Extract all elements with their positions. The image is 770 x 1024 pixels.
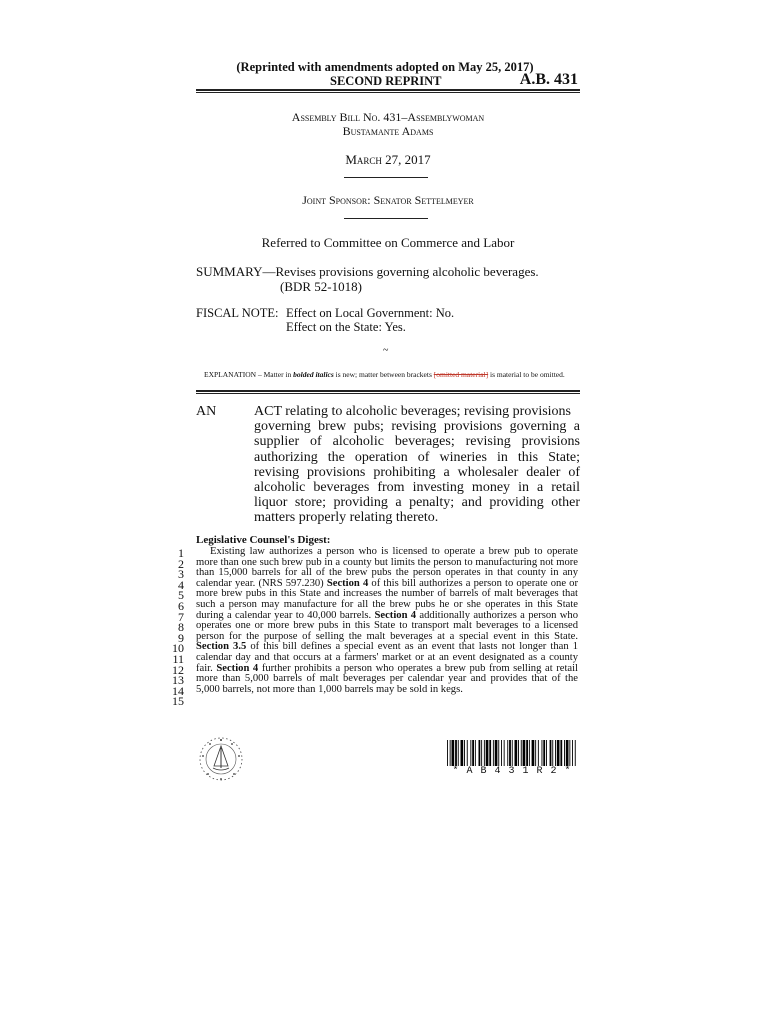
bill-title (196, 110, 580, 138)
explanation-bolded: bolded italics (293, 370, 334, 379)
line-number: 15 (172, 694, 184, 709)
line-number: 14 (172, 683, 184, 698)
line-number: 5 (178, 588, 184, 603)
reprint-label: SECOND REPRINT (330, 74, 442, 88)
line-number: 4 (178, 577, 184, 592)
explanation-line (204, 370, 565, 379)
digest-text: of this bill defines a special event as an event that lasts not longer than 1 calendar day and that occurs at a farmers' market or at an event designated as a county fair. (196, 641, 578, 674)
bill-date: March 27, 2017 (345, 152, 431, 167)
explanation-middle: is new; matter between brackets (333, 370, 434, 379)
bill-number: A.B. 431 (519, 71, 578, 88)
act-line1: ACT relating to alcoholic beverages; revising provisions (254, 404, 572, 419)
explanation-omitted: [omitted material] (433, 370, 489, 379)
barcode-icon (447, 740, 577, 766)
joint-sponsor: Joint Sponsor: Senator Settelmeyer (302, 193, 474, 207)
referred-committee: Referred to Committee on Commerce and Labor (261, 235, 515, 250)
bill-title-line1: Assembly Bill No. 431–Assemblywoman (291, 110, 485, 124)
digest-body (196, 547, 578, 695)
barcode-text: * A B 4 3 1 R 2 * (452, 766, 572, 777)
separator-rule (344, 177, 428, 178)
act-rest: governing brew pubs; revising provisions governing a supplier of alcoholic beverages; revising provisions authorizing the operation of wineries in this State; revising provisions prohibiting a wholesaler dealer of alcoholic beverages from investing money in a retail liquor store; providing a penalty; and providing other matters properly relating thereto. (254, 419, 580, 526)
header-rule (196, 89, 580, 93)
fiscal-state: Effect on the State: Yes. (286, 320, 406, 334)
explanation-suffix: is material to be omitted. (488, 370, 565, 379)
line-number: 1 (178, 546, 184, 560)
digest-text: Existing law authorizes a person who is licensed to operate a brew pub to operate more than one such brew pub in a county but limits the person to manufacturing not more than 15,000 barrels for all of the brew pubs the person operates in that county in any calendar year. (NRS 597.230) (196, 546, 578, 589)
summary-block (196, 264, 580, 294)
fiscal-local: Effect on Local Government: No. (286, 306, 455, 320)
explanation-prefix: EXPLANATION – Matter in (204, 370, 294, 379)
line-numbers (168, 548, 184, 707)
line-number: 11 (172, 651, 184, 666)
tilde-mark: ~ (383, 345, 389, 356)
line-number: 9 (178, 630, 184, 645)
section-ref: Section 3.5 (196, 641, 247, 653)
reprint-note: (Reprinted with amendments adopted on May 25, 2017) (236, 60, 534, 74)
line-number: 3 (178, 567, 184, 582)
line-number: 6 (178, 598, 184, 613)
section-ref: Section 4 (216, 662, 259, 674)
digest-text: further prohibits a person who operates a brew pub from selling at retail more than 5,000 barrels of malt beverages per calendar year and provides that of the 5,000 barrels, not more than 1,000 barrels may be sold in kegs. (196, 662, 579, 695)
fiscal-note (196, 306, 580, 334)
digest-title: Legislative Counsel's Digest: (196, 534, 331, 546)
bill-title-line2: Bustamante Adams (342, 124, 434, 138)
line-number: 10 (172, 641, 184, 656)
summary-bdr: (BDR 52-1018) (280, 279, 362, 294)
digest-paragraph (196, 547, 578, 695)
section-ref: Section 4 (326, 577, 369, 589)
line-number: 12 (172, 662, 184, 677)
act-an: AN (196, 404, 217, 419)
separator-rule (344, 218, 428, 219)
act-title (196, 404, 580, 526)
section-ref: Section 4 (374, 609, 417, 621)
digest-text: of this bill authorizes a person to operate one or more brew pubs in this State and increases the number of barrels of malt beverages that such a person may manufacture for all the brew pubs he or she operates in this State during a calendar year to 40,000 barrels. (196, 577, 578, 621)
fiscal-label: FISCAL NOTE: (196, 306, 279, 320)
line-number: 2 (178, 556, 184, 571)
line-number: 7 (178, 609, 184, 624)
state-seal-icon (198, 736, 244, 782)
digest-text: additionally authorizes a person who operates one or more brew pubs in this State to transport malt beverages to a licensed person for the purpose of selling the malt beverages at a special event in this State. (196, 609, 578, 642)
line-number: 8 (178, 620, 184, 635)
section-rule (196, 390, 580, 394)
line-number: 13 (172, 673, 184, 688)
summary-text: SUMMARY—Revises provisions governing alcoholic beverages. (196, 264, 539, 279)
